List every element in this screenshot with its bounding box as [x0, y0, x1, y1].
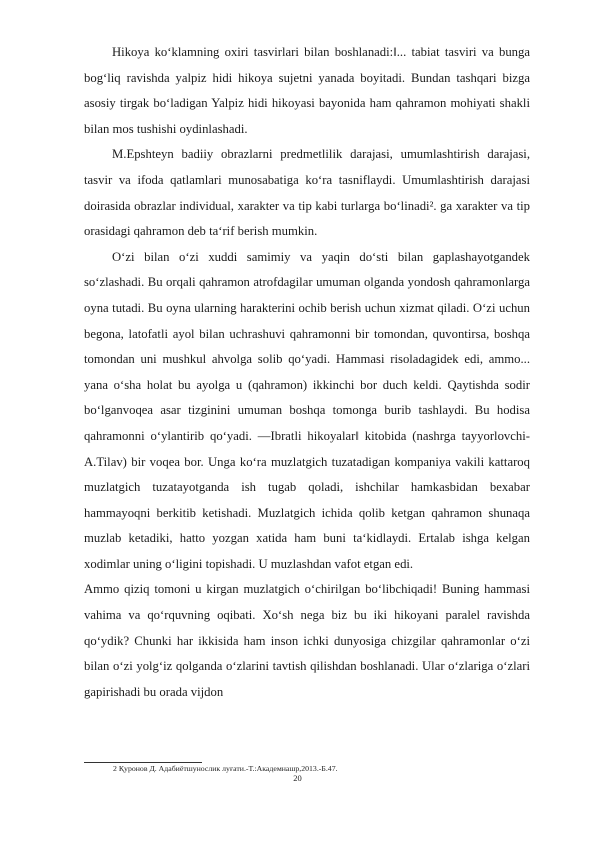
paragraph-4: Ammo qiziq tomoni u kirgan muzlatgich o‘chirilgan bo‘libchiqadi! Buning hammasi vahima va qo‘rquvning oqibati. Xo‘sh nega biz bu iki hikoyani paralel ravishda qo‘ydik? Chunki har ikkisida ham inson ichki dunyosiga chizgilar qahramonlar o‘zi bilan o‘zi yolg‘iz qolganda o‘zlarini tavtish qilishdan boshlanadi. Ular o‘zlariga o‘zlari gapirishadi bu orada vijdon: [84, 582, 530, 699]
page-number: 20: [293, 773, 302, 783]
paragraph-3: O‘zi bilan o‘zi xuddi samimiy va yaqin do‘sti bilan gaplashayotgandek so‘zlashadi. Bu orqali qahramon atrofdagilar umuman olganda yondosh qahramonlarga oyna tutadi. Bu oyna ularning harakterini ochib berish uchun xizmat qiladi. O‘zi uchun begona, latofatli ayol bilan uchrashuvi qahramonni bir tomondan, quvontirsa, boshqa tomondan uni mushkul ahvolga solib qo‘yadi. Hammasi risoladagidek edi, ammo... yana o‘sha holat bu ayolga u (qahramon) ikkinchi bor duch keldi. Qaytishda sodir bo‘lganvoqea asar tizginini umuman boshqa tomonga burib tashlaydi. Bu hodisa qahramonni o‘ylantirib qo‘yadi. —Ibratli hikoyalar‖ kitobida (nashrga tayyorlovchi- A.Tilav) bir voqea bor. Unga ko‘ra muzlatgich tuzatadigan kompaniya vakili kattaroq muzlatgich tuzatayotganda ish tugab qoladi, ishchilar hamkasbidan bexabar hammayoqni berkitib ketishadi. Muzlatgich ichida qolib ketgan qahramon shunaqa muzlab ketadiki, hatto yozgan xatida ham buni ta‘kidlaydi. Ertalab ishga kelgan xodimlar uning o‘ligini topishadi. U muzlashdan vafot etgan edi.: [84, 249, 530, 571]
paragraph-2: M.Epshteyn badiiy obrazlarni predmetlilik darajasi, umumlashtirish darajasi, tasvir va ifoda qatlamlari munosabatiga ko‘ra tasniflaydi. Umumlashtirish darajasi doirasida obrazlar individual, xarakter va tip kabi turlarga bo‘linadi². ga xarakter va tip orasidagi qahramon deb ta‘rif berish mumkin.: [84, 147, 530, 239]
footnote-divider: [84, 762, 202, 763]
paragraph-1: Hikoya ko‘klamning oxiri tasvirlari bilan boshlanadi:‖... tabiat tasviri va bunga bog‘liq ravishda yalpiz hidi hikoya sujetni yanada boyitadi. Bundan tashqari bizga asosiy tirgak bo‘ladigan Yalpiz hidi hikoyasi bayonida ham qahramon mohiyati shakli bilan mos tushishi oydinlashadi.: [84, 45, 530, 136]
body-text: [84, 40, 530, 705]
footnote: 2 Қуронов Д. Адабиётшунослик луғати.-Т.:Академнашр,2013.-Б.47.: [113, 764, 338, 773]
